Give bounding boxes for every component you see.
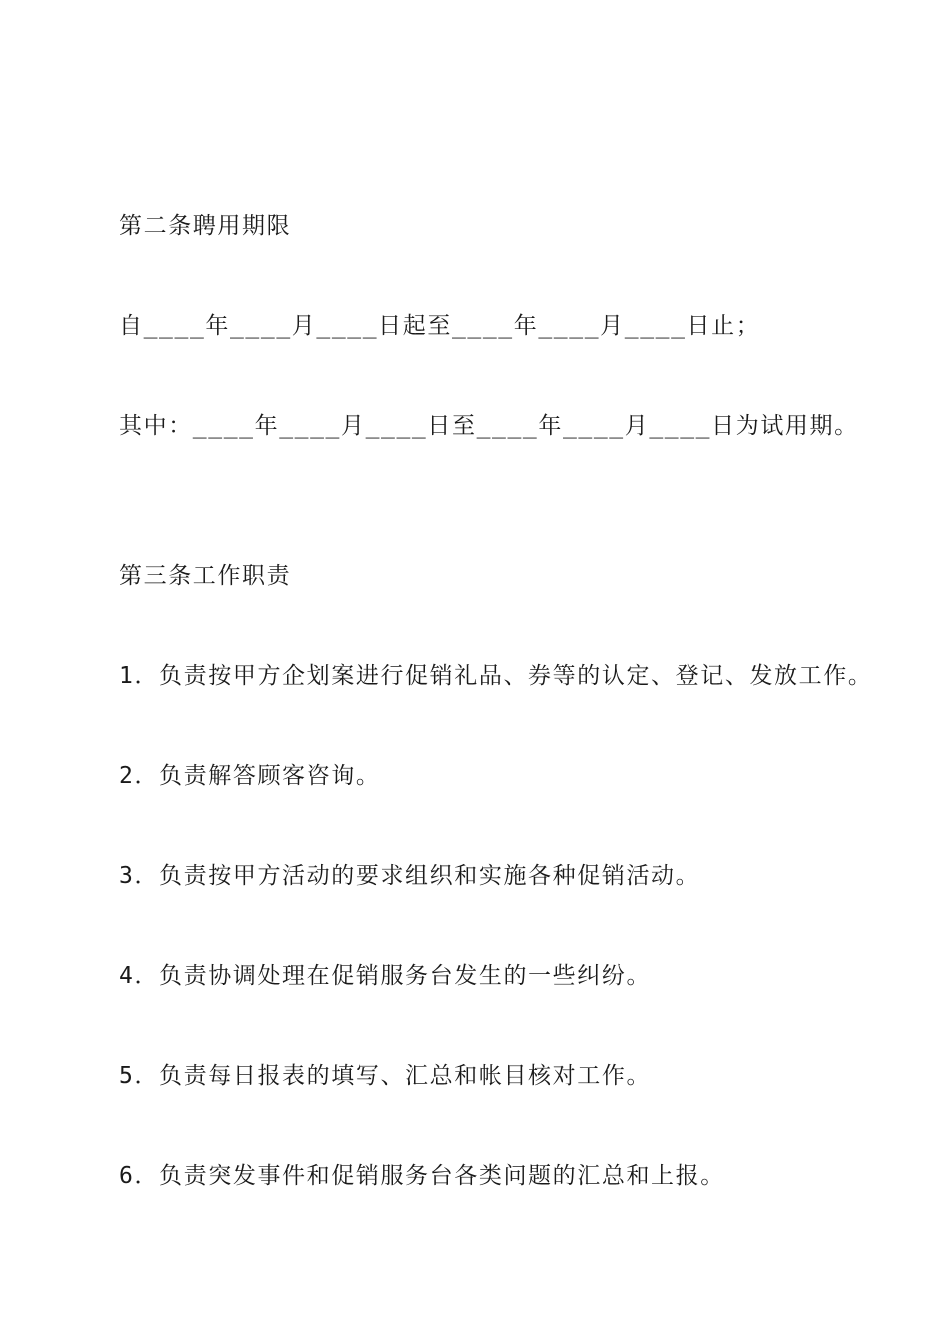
duty-item-1: 1．负责按甲方企划案进行促销礼品、券等的认定、登记、发放工作。	[119, 663, 873, 689]
section-3-heading: 第三条工作职责	[119, 563, 292, 589]
duty-item-2: 2．负责解答顾客咨询。	[119, 763, 381, 789]
employment-term-line: 自____年____月____日起至____年____月____日止；	[119, 313, 761, 339]
section-2-heading: 第二条聘用期限	[119, 213, 292, 239]
duty-item-3: 3．负责按甲方活动的要求组织和实施各种促销活动。	[119, 863, 701, 889]
probation-period-line: 其中：____年____月____日至____年____月____日为试用期。	[119, 413, 859, 439]
duty-item-4: 4．负责协调处理在促销服务台发生的一些纠纷。	[119, 963, 652, 989]
duty-item-6: 6．负责突发事件和促销服务台各类问题的汇总和上报。	[119, 1163, 725, 1189]
duty-item-5: 5．负责每日报表的填写、汇总和帐目核对工作。	[119, 1063, 652, 1089]
